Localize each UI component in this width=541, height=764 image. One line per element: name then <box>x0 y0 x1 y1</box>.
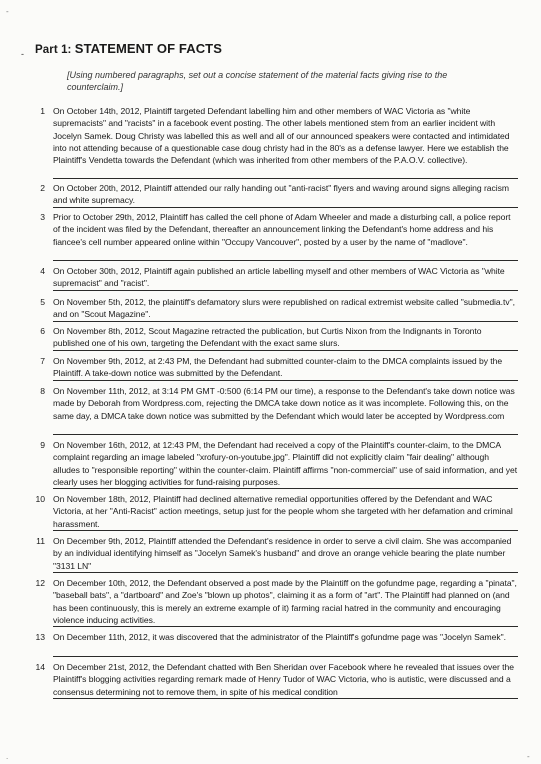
underline <box>53 698 518 699</box>
fact-number: 13 <box>35 632 45 642</box>
fact-number: 4 <box>40 266 45 276</box>
underline <box>53 530 518 531</box>
fact-text: On November 18th, 2012, Plaintiff had declined alternative remedial opportunities offered by the Defendant and WAC Victoria, at her "Anti-Racist" action meetings, setup just for the people whom she targeted with her defamation and criminal harassment. <box>53 494 513 529</box>
fact-text: On October 20th, 2012, Plaintiff attended our rally handing out "anti-racist" flyers and waving around signs alleging racism and white supremacy. <box>53 183 509 206</box>
underline <box>53 656 518 657</box>
fact-number: 12 <box>35 578 45 588</box>
fact-text: On November 9th, 2012, at 2:43 PM, the Defendant had submitted counter-claim to the DMCA complaints issued by the Plaintiff. A take-down notice was submitted by the Defendant. <box>53 356 503 379</box>
fact-text: On October 14th, 2012, Plaintiff targeted Defendant labelling him and other members of WAC Victoria as "white supremacists" and "racists" in a facebook event posting. The other labels mentioned stem from an earlier incident with Jocelyn Samek. Doug Christy was labelled this as well and all of our announced speakers were contacted and intimidated into not attending because of a questionable case doug christy had in the 80's as a defense lawyer. Here we establish the Plaintiff's Vendetta towards the Defendant (which was inherited from other members of the P.A.O.V. collective). <box>53 106 510 166</box>
fact-number: 7 <box>40 356 45 366</box>
underline <box>53 488 518 489</box>
fact-number: 14 <box>35 662 45 672</box>
fact-number: 10 <box>35 494 45 504</box>
fact-number: 8 <box>40 386 45 396</box>
underline <box>53 207 518 208</box>
underline <box>53 350 518 351</box>
fact-text: On December 11th, 2012, it was discovered that the administrator of the Plaintiff's gofundme page was "Jocelyn Samek". <box>53 632 506 642</box>
instruction-text: [Using numbered paragraphs, set out a concise statement of the material facts giving rise to the counterclaim.] <box>67 70 448 92</box>
fact-text: On November 5th, 2012, the plaintiff's defamatory slurs were republished on radical extremist website called "submedia.tv", and on "Scout Magazine". <box>53 297 515 320</box>
underline <box>53 178 518 179</box>
underline <box>53 626 518 627</box>
underline <box>53 321 518 322</box>
fact-text: On November 8th, 2012, Scout Magazine retracted the publication, but Curtis Nixon from the Indignants in Toronto published one of his own, targeting the Defendant with the exact same slurs. <box>53 326 482 349</box>
underline <box>53 260 518 261</box>
scan-mark: . <box>6 752 9 761</box>
fact-number: 5 <box>40 297 45 307</box>
margin-mark: - <box>21 49 24 59</box>
heading-title: STATEMENT OF FACTS <box>74 41 222 56</box>
fact-text: On December 21st, 2012, the Defendant chatted with Ben Sheridan over Facebook where he revealed that issues over the Plaintiff's blogging activities regarding remark made of Henry Tudor of WAC Victoria, who is autistic, were discussed and a consensus determining not to remove them, in spite of his medical condition <box>53 662 514 697</box>
fact-text: On December 10th, 2012, the Defendant observed a post made by the Plaintiff on the gofundme page, regarding a "pinata", "baseball bats", a "dartboard" and Zoe's "blown up photos", claiming it as a form of "art". The Plaintiff had planned on (and has been continuously, this is merely an extreme example of it) farming racial hatred in the community and encouraging violence inducing activities. <box>53 578 517 625</box>
underline <box>53 290 518 291</box>
underline <box>53 434 518 435</box>
scan-mark: - <box>6 7 9 16</box>
fact-number: 3 <box>40 212 45 222</box>
fact-number: 6 <box>40 326 45 336</box>
fact-text: On October 30th, 2012, Plaintiff again published an article labelling myself and other members of WAC Victoria as "white supremacist" and "racist". <box>53 266 505 289</box>
underline <box>53 572 518 573</box>
fact-text: On November 16th, 2012, at 12:43 PM, the Defendant had received a copy of the Plaintiff's counter-claim, to the DMCA complaint regarding an image labeled "xrofury-on-youtube.jpg". Plaintiff did not explicitly claim "fair dealing" although alludes to "responsible reporting" within the counter-claim. Plaintiff affirms "non-commercial" use of said information, and yet clearly uses her blogging activities for fund-raising purposes. <box>53 440 518 487</box>
fact-text: Prior to October 29th, 2012, Plaintiff has called the cell phone of Adam Wheeler and made a disturbing call, a police report of the incident was filed by the Defendant, thereafter an announcement linking the Defendant's home address and his fiancee's cell number appeared online within "Occupy Vancouver", posted by a user by the name of "madlove". <box>53 212 511 247</box>
fact-number: 11 <box>36 536 45 546</box>
underline <box>53 380 518 381</box>
fact-number: 9 <box>40 440 45 450</box>
fact-number: 2 <box>40 183 45 193</box>
fact-number: 1 <box>40 106 45 116</box>
fact-text: On November 11th, 2012, at 3:14 PM GMT -0:500 (6:14 PM our time), a response to the Defendant's take down notice was made by Deborah from Wordpress.com, rejecting the DMCA take down notice as it was incomplete. Following this, on the same day, a DMCA take down notice was submitted by the Defendant which would later be accepted by Wordpress.com <box>53 386 515 421</box>
section-heading <box>35 41 222 56</box>
fact-text: On December 9th, 2012, Plaintiff attended the Defendant's residence in order to serve a civil claim. She was accompanied by an individual identifying himself as "Jocelyn Samek's husband" and drove an orange vehicle bearing the plate number "3131 LN" <box>53 536 512 571</box>
scan-mark: - <box>527 752 530 761</box>
heading-part: Part 1: <box>35 44 72 56</box>
